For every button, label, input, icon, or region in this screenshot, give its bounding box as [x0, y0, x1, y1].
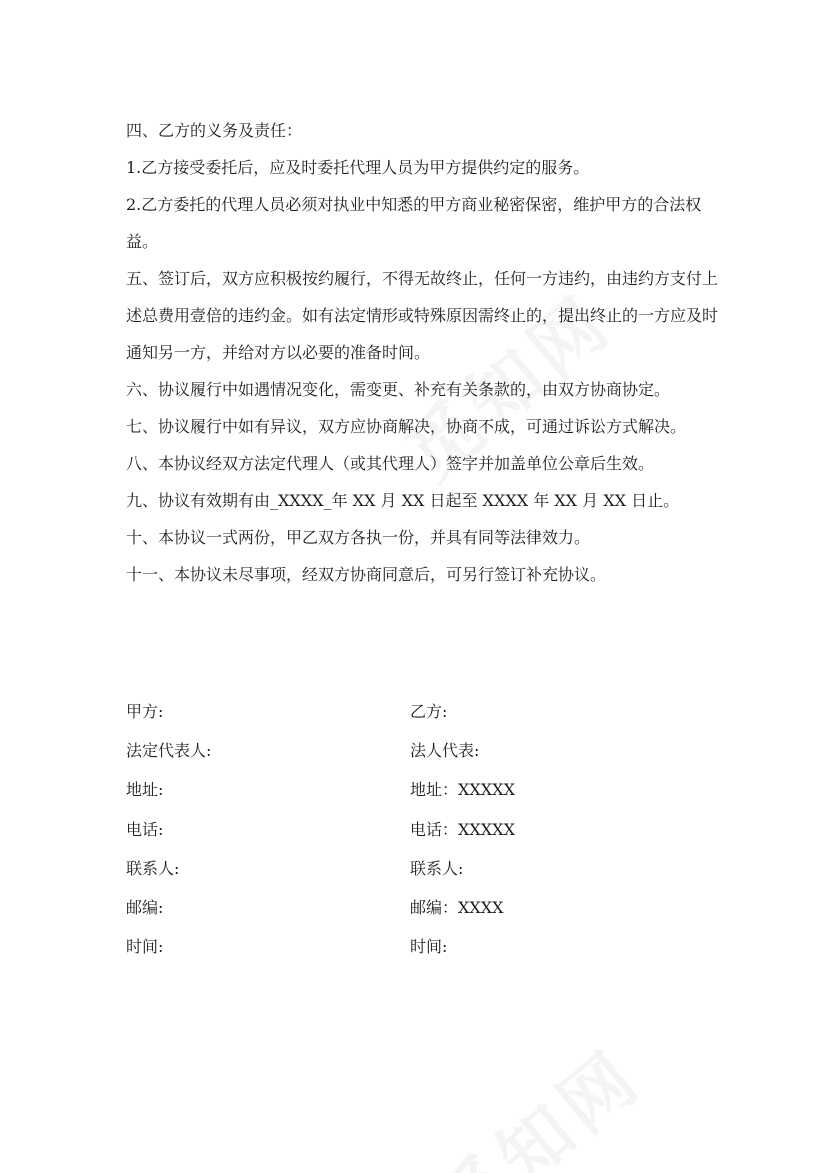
signature-row	[126, 927, 718, 966]
clause: 九、协议有效期有由_XXXX_年 XX 月 XX 日起至 XXXX 年 XX 月 XX 日止。	[126, 491, 680, 510]
party-b-field: 时间:	[410, 937, 448, 957]
signature-row	[126, 731, 718, 770]
party-b-field: 邮编：XXXX	[410, 897, 504, 917]
signature-row	[126, 849, 718, 888]
party-b-field: 联系人:	[410, 858, 464, 878]
party-b-field: 地址：XXXXX	[410, 780, 515, 800]
clause: 八、本协议经双方法定代理人（或其代理人）签字并加盖单位公章后生效。	[126, 454, 655, 473]
party-a-field: 时间:	[126, 937, 164, 957]
clause: 五、签订后，双方应积极按约履行，不得无故终止，任何一方违约，由违约方支付上述总费用壹倍的违约金。如有法定情形或特殊原因需终止的，提出终止的一方应及时通知另一方，并给对方以必要的准备时间。	[126, 269, 719, 362]
party-a-field: 地址:	[126, 780, 164, 800]
signature-row	[126, 692, 718, 731]
party-a-field: 甲方:	[126, 702, 164, 721]
watermark	[410, 1021, 661, 1173]
party-b-field: 乙方:	[410, 702, 448, 721]
clause: 十一、本协议未尽事项，经双方协商同意后，可另行签订补充协议。	[126, 565, 607, 584]
party-a-field: 电话:	[126, 819, 164, 839]
party-a-field: 邮编:	[126, 897, 164, 917]
signature-row	[126, 810, 718, 849]
clause: 六、协议履行中如遇情况变化，需变更、补充有关条款的，由双方协商协定。	[126, 380, 671, 399]
party-b-field: 电话：XXXXX	[410, 819, 515, 839]
signature-block	[126, 692, 718, 966]
clause: 七、协议履行中如有异议，双方应协商解决，协商不成，可通过诉讼方式解决。	[126, 417, 687, 436]
party-b-field: 法人代表:	[410, 741, 480, 761]
section-heading: 四、乙方的义务及责任：	[126, 121, 303, 140]
clause: 十、本协议一式两份，甲乙双方各执一份，并具有同等法律效力。	[126, 528, 591, 547]
clause: 2.乙方委托的代理人员必须对执业中知悉的甲方商业秘密保密，维护甲方的合法权益。	[126, 195, 702, 251]
clause: 1.乙方接受委托后，应及时委托代理人员为甲方提供约定的服务。	[126, 158, 590, 177]
party-a-field: 联系人:	[126, 858, 180, 878]
signature-row	[126, 770, 718, 809]
agreement-clauses	[126, 112, 718, 593]
party-a-field: 法定代表人:	[126, 741, 212, 761]
signature-row	[126, 888, 718, 927]
